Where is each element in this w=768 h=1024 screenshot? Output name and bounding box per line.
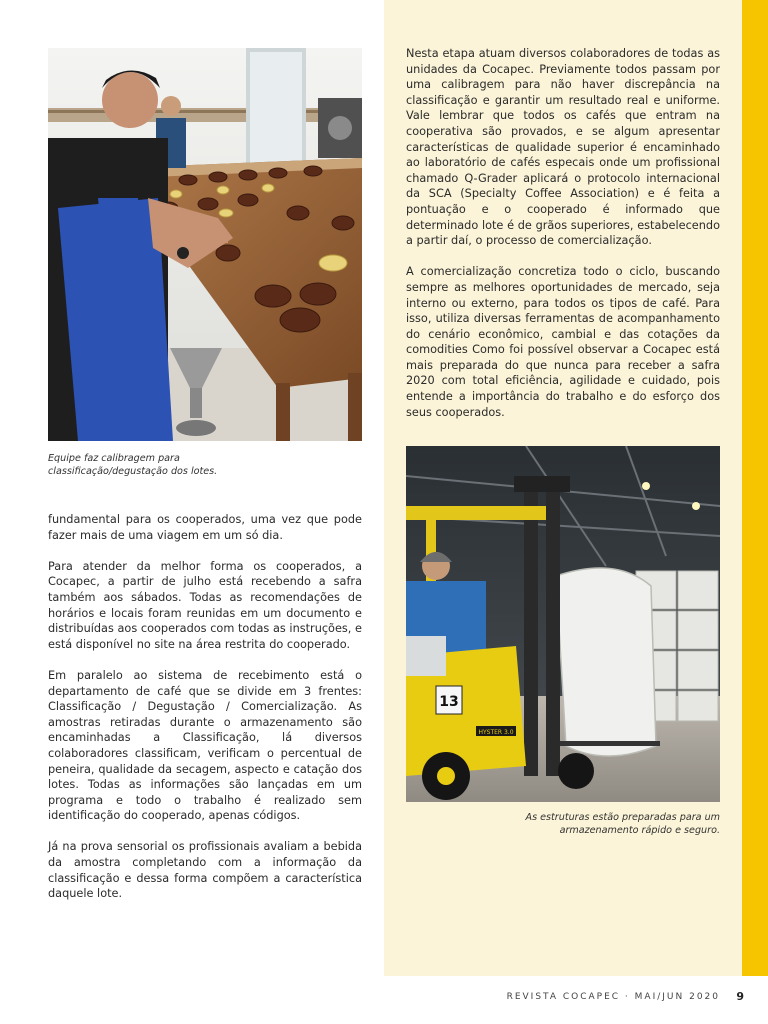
forklift-brand: HYSTER 3.0 [478, 729, 514, 736]
forklift-photo-illustration [406, 446, 720, 802]
cupping-photo [48, 48, 362, 441]
cupping-caption-line-1: Equipe faz calibragem para [48, 453, 180, 464]
left-paragraph-3: Em paralelo ao sistema de recebimento está o departamento de café que se divide em 3 frentes: Classificação / Degustação / Comercialização. As amostras retiradas durante o armazenamento são encaminhadas a Classificação, lá diversos colaboradores classificam, verificam o percentual de peneira, qualidade da secagem, aspecto e catação dos lotes. Todas as informações são lançadas em um programa e todo o trabalho é realizado sem identificação do cooperado, apenas códigos. [48, 668, 362, 823]
forklift-number: 13 [439, 694, 459, 710]
cupping-photo-illustration [48, 48, 362, 441]
forklift-photo-caption [440, 811, 720, 837]
right-paragraph-1: Nesta etapa atuam diversos colaboradores de todas as unidades da Cocapec. Previamente todos passam por uma calibragem para não haver discrepância na classificação e garantir um resultado real e uniforme. Vale lembrar que todos os cafés que entram na cooperativa são provados, e se algum apresentar características de qualidade superior é encaminhado ao laboratório de cafés especais onde um profissional chamado Q-Grader aplicará o protocolo internacional da SCA (Specialty Coffee Association) e é feita a pontuação e o cooperado é informado que determinado lote é de grãos superiores, estabelecendo a partir daí, o processo de comercialização. [406, 47, 720, 248]
left-paragraph-1: fundamental para os cooperados, uma vez que pode fazer mais de uma viagem em um só dia. [48, 513, 362, 542]
forklift-caption-line-1: As estruturas estão preparadas para um [525, 812, 720, 823]
right-article-column [406, 46, 720, 420]
cupping-caption-line-2: classificação/degustação dos lotes. [48, 466, 218, 477]
left-paragraph-4: Já na prova sensorial os profissionais avaliam a bebida da amostra completando com a informação da classificação e dessa forma compõem a característica daquele lote. [48, 840, 362, 901]
right-paragraph-2: A comercialização concretiza todo o ciclo, buscando sempre as melhores oportunidades de mercado, seja interno ou externo, para todos os tipos de café. Para isso, utiliza diversas ferramentas de acompanhamento do cenário econômico, cambial e das cotações da comodities Como foi possível observar a Cocapec está mais preparada do que nunca para receber a safra 2020 com total eficiência, agilidade e cuidado, pois entende a importância do trabalho e do esforço dos seus cooperados. [406, 265, 720, 419]
page-number: 9 [736, 990, 744, 1003]
cupping-photo-caption [48, 452, 348, 478]
forklift-caption-line-2: armazenamento rápido e seguro. [559, 825, 720, 836]
left-article-column [48, 512, 362, 902]
warehouse-forklift-photo [406, 446, 720, 802]
magazine-footer: REVISTA COCAPEC · MAI/JUN 2020 [506, 992, 720, 1002]
left-paragraph-2: Para atender da melhor forma os cooperados, a Cocapec, a partir de julho está recebendo a safra também aos sábados. Todas as recomendações de horários e locais foram reunidas em um documento e distribuídas aos cooperados com todas as instruções, e está disponível no site na área restrita do cooperado. [48, 559, 362, 651]
accent-yellow-bar [742, 0, 768, 976]
